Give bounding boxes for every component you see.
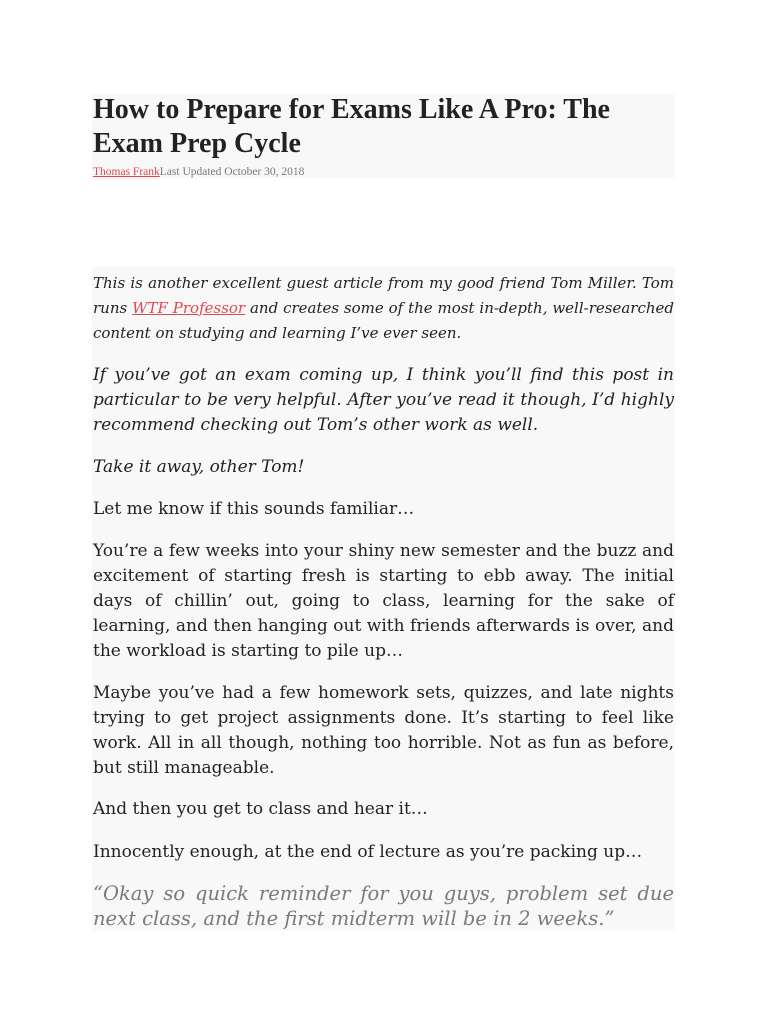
author-link[interactable]: Thomas Frank [93, 166, 160, 178]
paragraph-end-of-lecture: Innocently enough, at the end of lecture as you’re packing up… [93, 842, 643, 862]
wtf-professor-link[interactable]: WTF Professor [132, 299, 246, 317]
intro-text-start: This is another excellent guest article from my good friend Tom Miller. Tom runs [93, 274, 674, 317]
paragraph-exam-coming-up: If you’ve got an exam coming up, I think you’ll find this post in particular to be very helpful. After you’ve read it though, I’d highly recommend checking out Tom’s other work as well. [93, 365, 674, 435]
last-updated-date: Last Updated October 30, 2018 [159, 166, 305, 178]
paragraph-get-to-class: And then you get to class and hear it… [93, 799, 428, 819]
paragraph-take-it-away: Take it away, other Tom! [93, 457, 305, 477]
byline [93, 164, 304, 180]
professor-quote: “Okay so quick reminder for you guys, problem set due next class, and the first midterm will be in 2 weeks.” [93, 882, 674, 930]
paragraph-new-semester: You’re a few weeks into your shiny new semester and the buzz and excitement of starting fresh is starting to ebb away. The initial days of chillin’ out, going to class, learning for the sake of learning, and then hanging out with friends afterwards is over, and the workload is starting to pile up… [93, 541, 674, 661]
intro-text-end: and creates some of the most in-depth, well-researched content on studying and learning I’ve ever seen. [93, 299, 674, 342]
paragraph-sounds-familiar: Let me know if this sounds familiar… [93, 499, 415, 519]
intro-paragraph [93, 271, 674, 346]
article-title: How to Prepare for Exams Like A Pro: The Exam Prep Cycle [93, 94, 610, 159]
paragraph-homework-sets: Maybe you’ve had a few homework sets, quizzes, and late nights trying to get project assignments done. It’s starting to feel like work. All in all though, nothing too horrible. Not as fun as before, but still manageable. [93, 683, 674, 778]
